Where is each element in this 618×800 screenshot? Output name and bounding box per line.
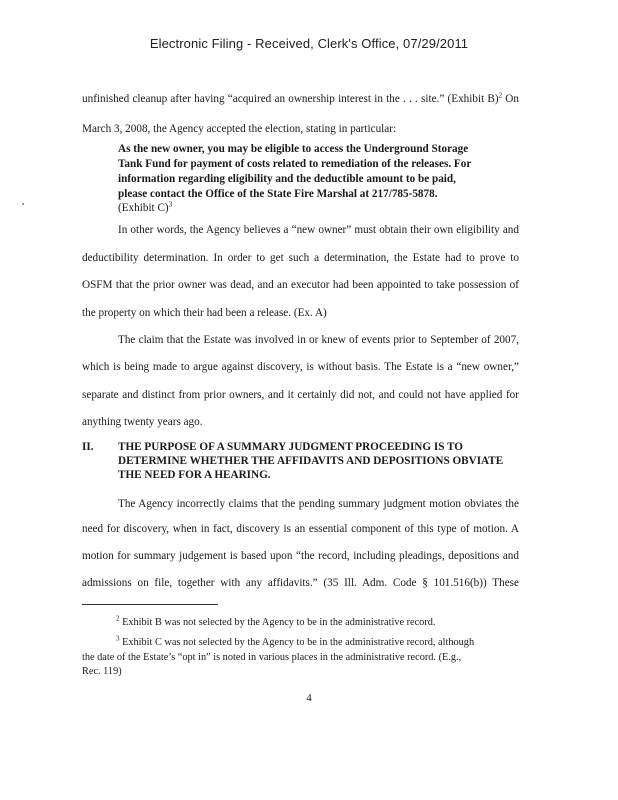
footnote-separator [82,604,218,605]
footnote-mark: 2 [116,614,120,623]
footnote-3 [116,636,474,649]
block-quote-line: Tank Fund for payment of costs related to remediation of the releases. For [118,158,472,170]
body-line: In other words, the Agency believes a “new owner” must obtain their own eligibility and [118,224,519,236]
section-heading-line: THE PURPOSE OF A SUMMARY JUDGMENT PROCEEDING IS TO [118,441,464,453]
body-text: On [502,93,519,105]
exhibit-ref: (Exhibit C) [118,202,169,214]
electronic-filing-header: Electronic Filing - Received, Clerk's Office, 07/29/2011 [149,36,469,51]
body-line [82,92,519,106]
body-line: admissions on file, together with any affidavits.” (35 Ill. Adm. Code § 101.516(b)) These [82,577,519,589]
body-line: OSFM that the prior owner was dead, and an executor had been appointed to take possession of [82,279,519,291]
page-number: 4 [306,692,312,704]
footnote-text: Exhibit C was not selected by the Agency to be in the administrative record, although [122,637,475,648]
body-line: The claim that the Estate was involved in or knew of events prior to September of 2007, [118,334,519,346]
footnote-ref: 3 [168,200,173,209]
body-line: deductibility determination. In order to get such a determination, the Estate had to prove to [82,252,519,264]
section-heading-line: DETERMINE WHETHER THE AFFIDAVITS AND DEPOSITIONS OBVIATE [118,455,504,467]
section-number: II. [82,441,94,453]
body-line: which is being made to argue against discovery, is without basis. The Estate is a “new owner,” [82,361,519,373]
body-text: unfinished cleanup after having “acquired an ownership interest in the . . . site.” (Exhibit B) [82,93,499,105]
body-line: anything twenty years ago. [82,416,203,428]
body-line: separate and distinct from prior owners, and it certainly did not, and could not have applied for [82,389,519,401]
body-line: March 3, 2008, the Agency accepted the election, stating in particular: [82,123,397,135]
block-quote-line [118,201,172,215]
scan-mark [22,203,24,205]
block-quote-line: As the new owner, you may be eligible to access the Underground Storage [118,143,469,155]
footnote-ref: 2 [498,91,503,100]
footnote-text: Exhibit B was not selected by the Agency to be in the administrative record. [122,617,436,628]
footnote-text-line: Rec. 119) [82,666,122,677]
footnote-text-line: the date of the Estate’s “opt in” is noted in various places in the administrative record. (E.g., [82,652,462,663]
block-quote-line: please contact the Office of the State Fire Marshal at 217/785-5878. [118,188,438,200]
body-line: The Agency incorrectly claims that the pending summary judgment motion obviates the [118,498,519,510]
section-heading-line: THE NEED FOR A HEARING. [118,469,271,481]
footnote-mark: 3 [116,634,120,643]
block-quote-line: information regarding eligibility and the deductible amount to be paid, [118,173,456,185]
body-line: the property on which their had been a release. (Ex. A) [82,307,327,319]
footnote-2 [116,616,435,629]
body-line: motion for summary judgement is based upon “the record, including pleadings, depositions and [82,550,519,562]
body-line: need for discovery, when in fact, discovery is an essential component of this type of motion. A [82,523,519,535]
